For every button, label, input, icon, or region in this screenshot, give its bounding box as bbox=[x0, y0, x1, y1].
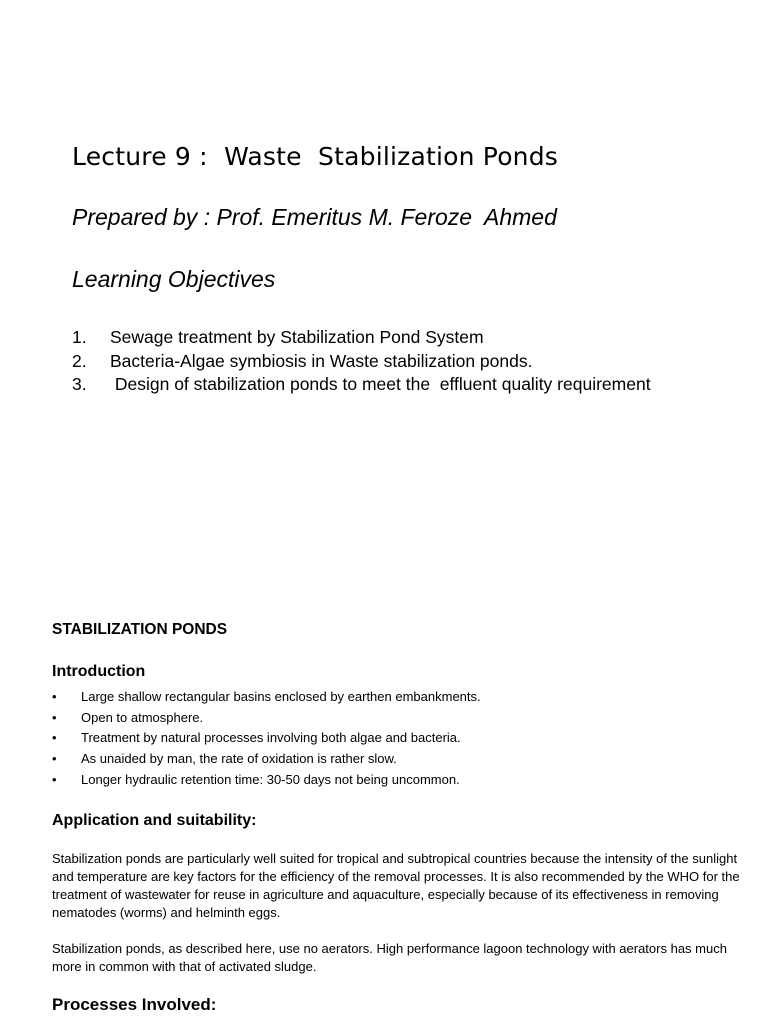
application-paragraph: Stabilization ponds are particularly well suited for tropical and subtropical countries because the intensity of the sunlight and temperature are key factors for the efficiency of the removal processes. It is also recommended by the WHO for the treatment of wastewater for reuse in agriculture and aquaculture, especially because of its effectiveness in removing nematodes (worms) and helminth eggs. bbox=[52, 851, 740, 920]
objective-text: Bacteria-Algae symbiosis in Waste stabilization ponds. bbox=[110, 350, 533, 371]
lecture-title: Lecture 9 : Waste Stabilization Ponds bbox=[72, 142, 559, 171]
aerators-paragraph: Stabilization ponds, as described here, use no aerators. High performance lagoon technology with aerators has much more in common with that of activated sludge. bbox=[52, 941, 727, 974]
list-item bbox=[52, 770, 481, 791]
bullet-text: Open to atmosphere. bbox=[81, 709, 204, 725]
bullet-icon: • bbox=[52, 771, 57, 787]
application-heading: Application and suitability: bbox=[52, 812, 257, 829]
bullet-icon: • bbox=[52, 751, 57, 767]
objective-item bbox=[72, 373, 651, 397]
bullet-icon: • bbox=[52, 730, 57, 746]
objective-item bbox=[72, 350, 651, 374]
introduction-heading: Introduction bbox=[52, 663, 146, 680]
objective-text: Design of stabilization ponds to meet the effluent quality requirement bbox=[110, 374, 651, 394]
section-title: STABILIZATION PONDS bbox=[52, 621, 228, 638]
bullet-text: Longer hydraulic retention time: 30-50 days not being uncommon. bbox=[81, 771, 460, 787]
objective-number: 1. bbox=[72, 327, 87, 347]
objectives-list bbox=[72, 326, 651, 397]
bullet-text: Large shallow rectangular basins enclosed by earthen embankments. bbox=[81, 689, 481, 704]
prepared-by: Prepared by : Prof. Emeritus M. Feroze Ahmed bbox=[72, 204, 557, 230]
objective-number: 2. bbox=[72, 350, 87, 371]
bullet-text: As unaided by man, the rate of oxidation is rather slow. bbox=[81, 751, 397, 767]
objectives-heading: Learning Objectives bbox=[72, 266, 276, 292]
objective-item bbox=[72, 326, 651, 350]
introduction-bullets bbox=[52, 687, 481, 791]
bullet-icon: • bbox=[52, 709, 57, 725]
bullet-text: Treatment by natural processes involving both algae and bacteria. bbox=[81, 730, 461, 746]
objective-text: Sewage treatment by Stabilization Pond System bbox=[110, 327, 484, 347]
processes-heading: Processes Involved: bbox=[52, 995, 217, 1014]
list-item bbox=[52, 728, 481, 749]
list-item bbox=[52, 708, 481, 729]
list-item bbox=[52, 687, 481, 708]
objective-number: 3. bbox=[72, 374, 87, 394]
bullet-icon: • bbox=[52, 689, 57, 704]
list-item bbox=[52, 749, 481, 770]
